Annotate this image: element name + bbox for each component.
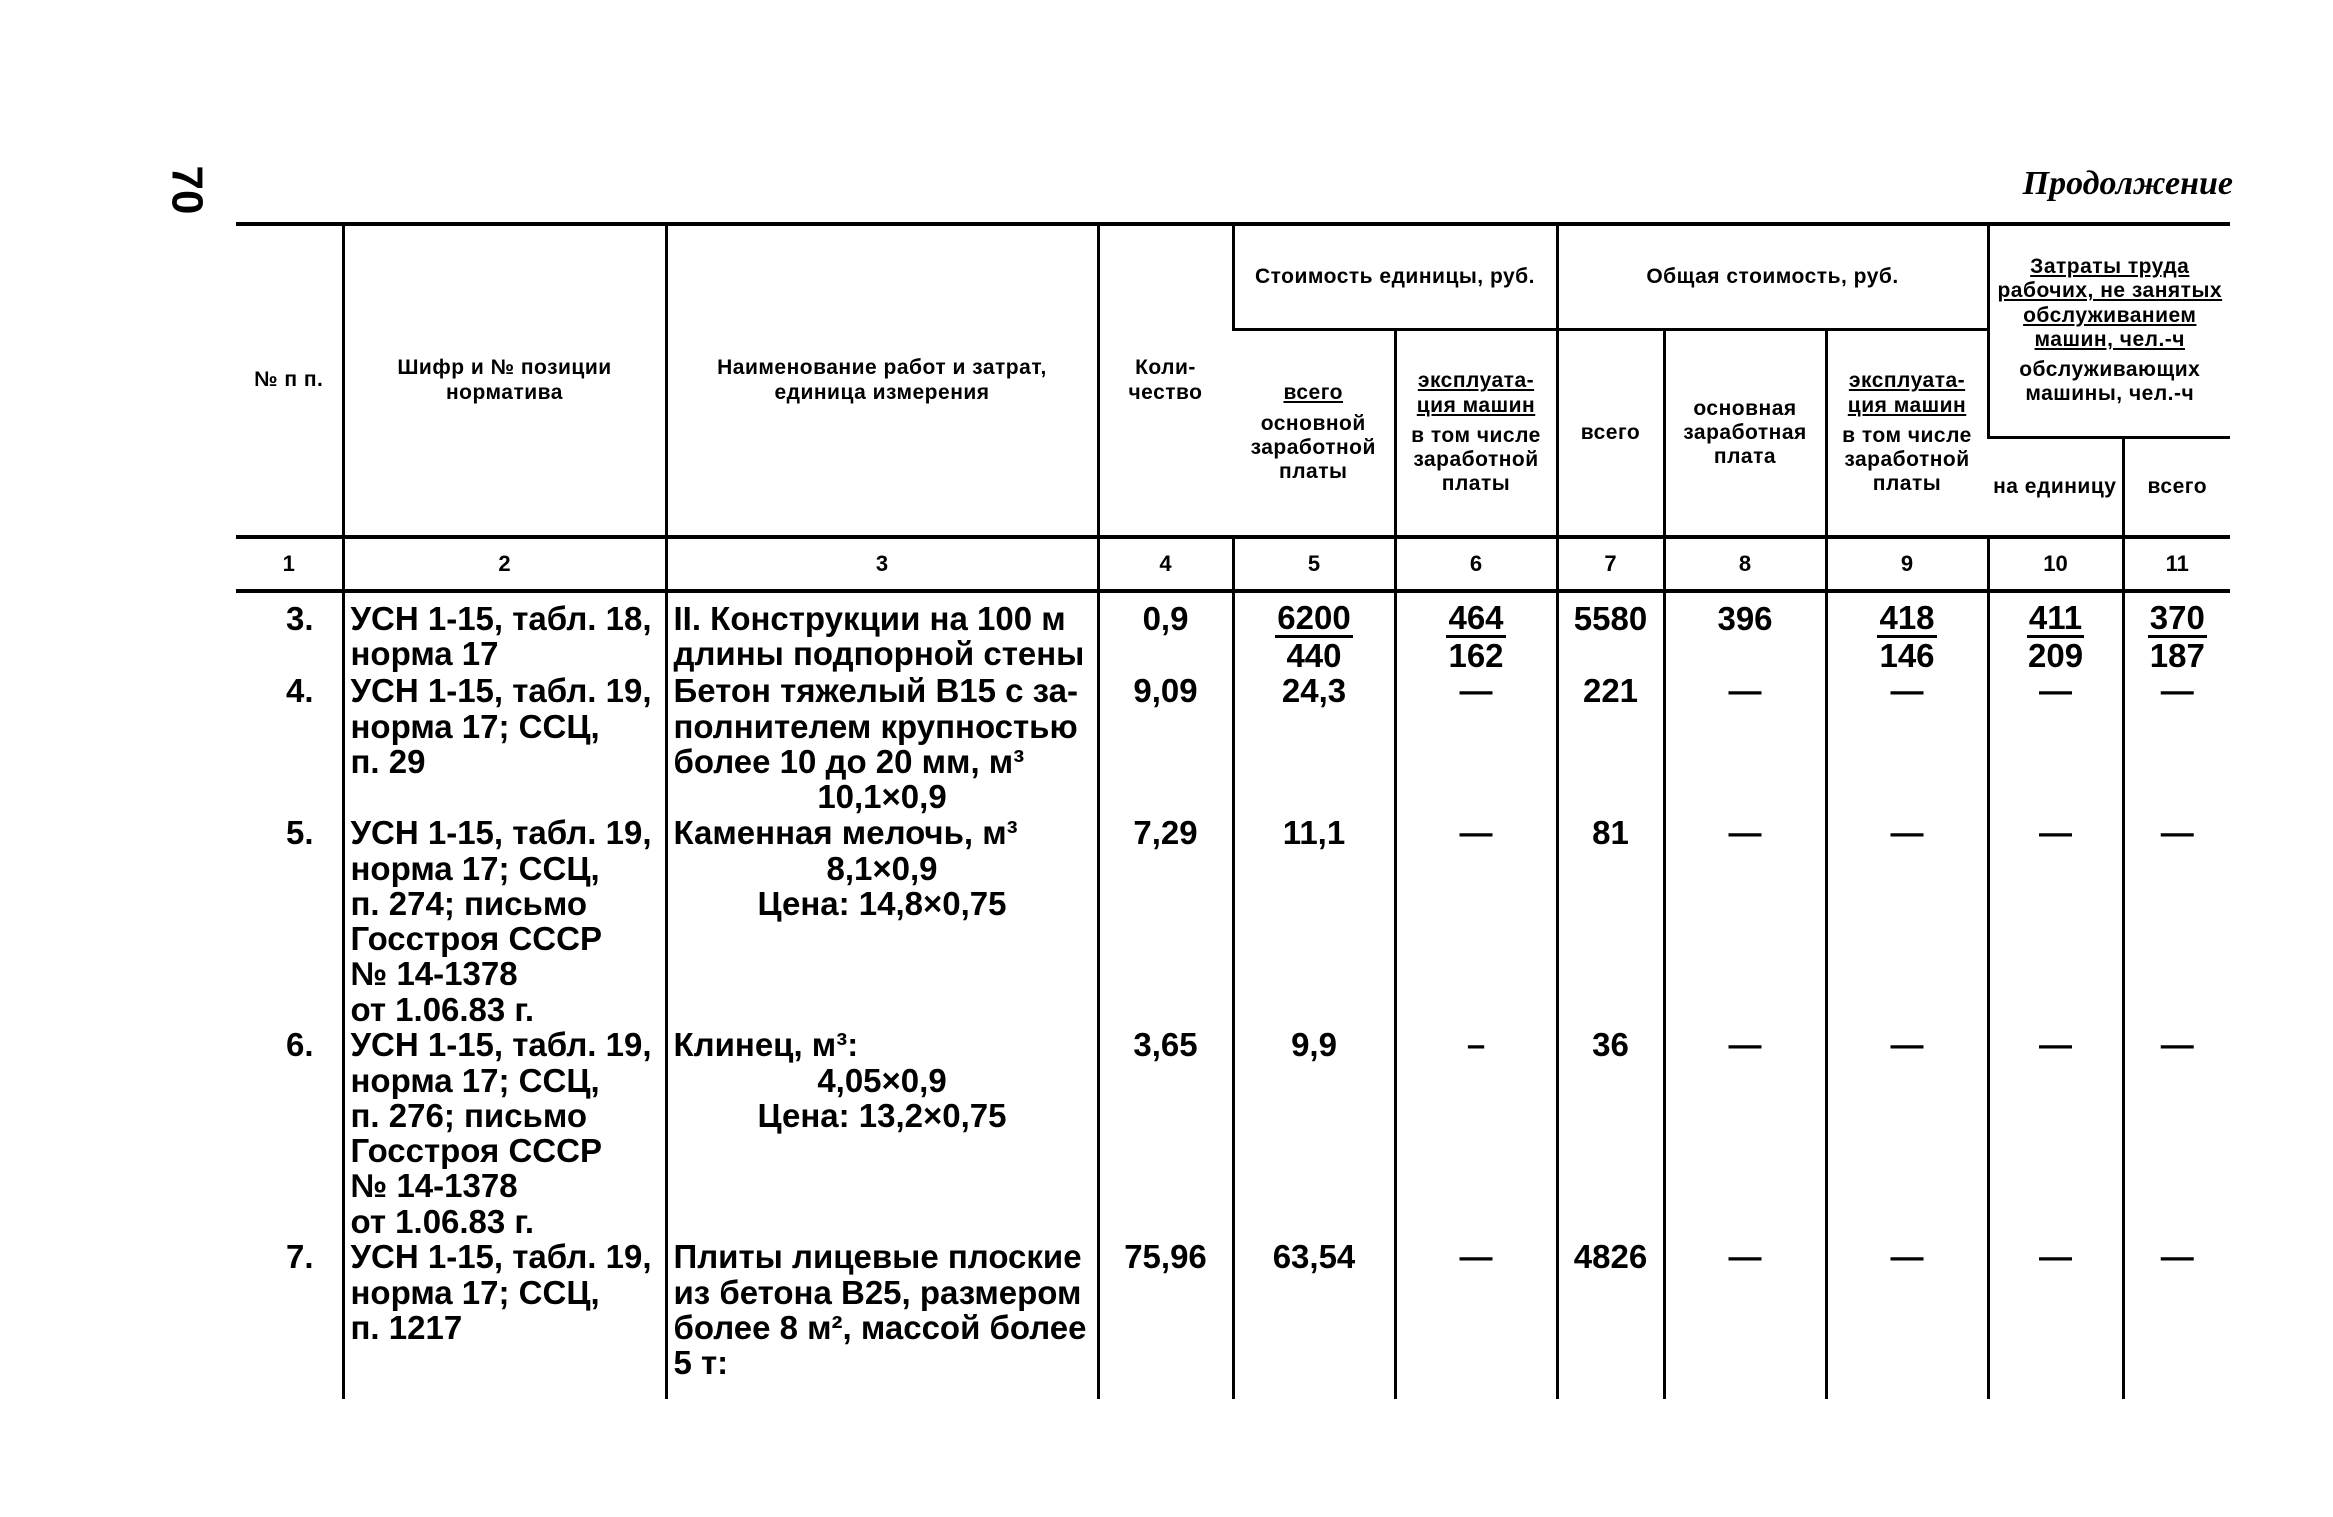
code-line: № 14-1378 [350,955,518,993]
header-labor-top: Затраты труда рабочих, не занятых обслуживанием машин, чел.-ч [1997,255,2223,351]
name-line: длины подпорной стены [673,635,1085,673]
header-unit-total [1233,329,1395,537]
fraction-denominator: 187 [2149,637,2205,674]
header-unit-total-top: всего [1283,381,1344,405]
row-name [666,1239,1098,1399]
row-name [666,601,1098,673]
cell-unit-total: 63,54 [1233,1239,1395,1399]
cell-labor-total: — [2123,673,2230,815]
header-unit-machines-top: эксплуата-ция машин [1416,369,1536,417]
continuation-label: Продолжение [2022,165,2233,202]
name-line-centered: 8,1×0,9 [826,849,938,887]
row-code [343,1239,666,1399]
header-labor-per-unit: на единицу [1988,437,2123,537]
cell-total-machines: — [1826,673,1988,815]
cell-total-basic: — [1664,673,1826,815]
name-line: Бетон тяжелый В15 с за- [673,672,1078,710]
cell-total-machines: — [1826,815,1988,1027]
row-index: 7. [285,1238,314,1276]
cell-total-all: 4826 [1557,1239,1664,1399]
header-total-machines-bottom: в том числе заработной платы [1842,423,1972,495]
cell-total-all: 221 [1557,673,1664,815]
row-code [343,673,666,815]
header-index: № п п. [236,224,343,537]
cell-labor-per-unit: — [1988,1239,2123,1399]
row-quantity: 3,65 [1098,1027,1233,1239]
code-line: № 14-1378 [350,1167,518,1205]
header-labor-bottom: обслуживающих машины, чел.-ч [2019,357,2201,406]
fraction-value [1446,601,1505,672]
cell-total-all: 5580 [1557,601,1664,673]
header-labor-total: всего [2123,437,2230,537]
row-name [666,815,1098,1027]
table-row [236,815,2230,1027]
column-number: 1 [236,537,343,591]
code-line: норма 17; ССЦ, [350,1273,600,1311]
fraction-value [1275,601,1352,672]
row-code [343,1027,666,1239]
cell-total-basic: — [1664,815,1826,1027]
cell-total-machines: — [1826,1027,1988,1239]
row-code [343,601,666,673]
code-line: норма 17; ССЦ, [350,849,600,887]
column-number: 10 [1988,537,2123,591]
column-number: 4 [1098,537,1233,591]
name-line: II. Конструкции на 100 м [673,600,1066,637]
code-line: норма 17; ССЦ, [350,707,600,745]
code-line: норма 17; ССЦ, [350,1061,600,1099]
cell-unit-total [1233,601,1395,673]
estimate-table [236,222,2230,1399]
row-index: 5. [285,814,314,852]
page-number: 70 [162,165,212,215]
name-line-centered: Цена: 13,2×0,75 [757,1096,1007,1134]
column-number: 9 [1826,537,1988,591]
cell-total-basic: 396 [1664,601,1826,673]
code-line: п. 274; письмо [350,884,587,922]
header-unit-total-bottom: основной заработной платы [1250,411,1376,483]
header-total-cost: Общая стоимость, руб. [1557,224,1988,329]
cell-total-basic: — [1664,1027,1826,1239]
name-line: 5 т: [673,1344,729,1382]
row-quantity: 0,9 [1098,601,1233,673]
row-name [666,1027,1098,1239]
table-row [236,673,2230,815]
fraction-numerator: 418 [1879,599,1935,636]
fraction-numerator: 370 [2149,599,2205,636]
name-line-centered: 4,05×0,9 [817,1061,947,1099]
code-line: от 1.06.83 г. [350,990,535,1028]
code-line: УСН 1-15, табл. 19, [350,1026,652,1064]
code-line: норма 17 [350,635,499,673]
cell-total-all: 81 [1557,815,1664,1027]
name-line: полнителем крупностью [673,707,1078,745]
row-code [343,815,666,1027]
column-number: 3 [666,537,1098,591]
name-line: более 10 до 20 мм, м³ [673,742,1025,780]
table-row [236,601,2230,673]
cell-total-machines [1826,601,1988,673]
name-line: Клинец, м³: [673,1026,859,1064]
cell-total-all: 36 [1557,1027,1664,1239]
column-number: 7 [1557,537,1664,591]
header-total-basic: основная заработная плата [1664,329,1826,537]
code-line: УСН 1-15, табл. 19, [350,1238,652,1276]
cell-unit-machines: – [1395,1027,1557,1239]
cell-unit-total: 11,1 [1233,815,1395,1027]
name-line-centered: Цена: 14,8×0,75 [757,884,1007,922]
header-unit-cost: Стоимость единицы, руб. [1233,224,1557,329]
cell-unit-total: 24,3 [1233,673,1395,815]
table-header [236,224,2230,601]
header-code: Шифр и № позиции норматива [343,224,666,537]
cell-labor-total: — [2123,815,2230,1027]
code-line: УСН 1-15, табл. 19, [350,672,652,710]
column-number: 6 [1395,537,1557,591]
row-quantity: 75,96 [1098,1239,1233,1399]
code-line: Госстроя СССР [350,920,602,958]
cell-labor-total [2123,601,2230,673]
header-quantity: Коли-чество [1098,224,1233,537]
header-name: Наименование работ и затрат, единица измерения [666,224,1098,537]
column-number: 5 [1233,537,1395,591]
row-quantity: 7,29 [1098,815,1233,1027]
column-number: 11 [2123,537,2230,591]
header-total-all: всего [1557,329,1664,537]
table-row [236,1239,2230,1399]
cell-labor-total: — [2123,1027,2230,1239]
estimate-table-container [236,222,2230,1392]
code-line: п. 1217 [350,1308,463,1346]
fraction-denominator: 146 [1879,637,1935,674]
cell-unit-machines [1395,601,1557,673]
fraction-denominator: 209 [2027,637,2084,674]
header-unit-machines-bottom: в том числе заработной платы [1411,423,1541,495]
header-total-machines-top: эксплуата-ция машин [1847,369,1967,417]
cell-labor-total: — [2123,1239,2230,1399]
header-unit-machines [1395,329,1557,537]
name-line: Плиты лицевые плоские [673,1238,1082,1276]
code-line: УСН 1-15, табл. 19, [350,814,652,852]
cell-unit-machines: — [1395,1239,1557,1399]
header-labor [1988,224,2230,437]
fraction-value [2148,601,2207,672]
code-line: п. 29 [350,742,426,780]
name-line: более 8 м², массой более [673,1308,1087,1346]
code-line: Госстроя СССР [350,1132,602,1170]
name-line: Каменная мелочь, м³ [673,814,1018,852]
cell-total-basic: — [1664,1239,1826,1399]
fraction-denominator: 440 [1286,637,1342,674]
fraction-numerator: 411 [2028,599,2083,636]
cell-labor-per-unit: — [1988,815,2123,1027]
row-index: 3. [285,600,314,637]
cell-unit-machines: — [1395,673,1557,815]
fraction-denominator: 162 [1448,637,1504,674]
header-total-machines [1826,329,1988,537]
fraction-value [1877,601,1936,672]
cell-unit-machines: — [1395,815,1557,1027]
column-numbers-row [236,537,2230,591]
table-row [236,1027,2230,1239]
cell-labor-per-unit: — [1988,673,2123,815]
fraction-numerator: 464 [1448,599,1504,636]
name-line-centered: 10,1×0,9 [817,778,947,816]
row-index: 4. [285,672,314,710]
cell-labor-per-unit [1988,601,2123,673]
row-quantity: 9,09 [1098,673,1233,815]
code-line: п. 276; письмо [350,1096,587,1134]
cell-unit-total: 9,9 [1233,1027,1395,1239]
row-index: 6. [285,1026,314,1064]
column-number: 2 [343,537,666,591]
column-number: 8 [1664,537,1826,591]
fraction-numerator: 6200 [1277,599,1351,636]
fraction-value [2027,601,2084,672]
cell-labor-per-unit: — [1988,1027,2123,1239]
code-line: от 1.06.83 г. [350,1202,535,1240]
table-body [236,601,2230,1399]
code-line: УСН 1-15, табл. 18, [350,600,652,637]
name-line: из бетона В25, размером [673,1273,1082,1311]
cell-total-machines: — [1826,1239,1988,1399]
row-name [666,673,1098,815]
